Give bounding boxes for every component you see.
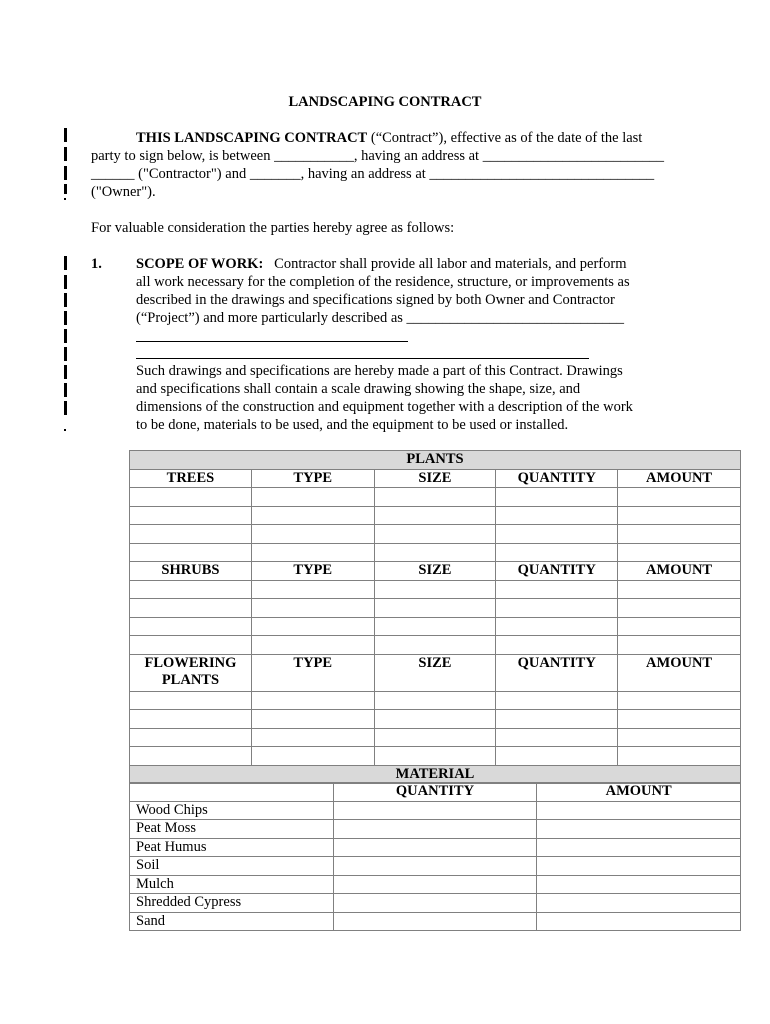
- table-row: [130, 617, 741, 636]
- amount-header: AMOUNT: [618, 469, 741, 488]
- intro-line-4: ("Owner").: [91, 184, 156, 200]
- document-title: LANDSCAPING CONTRACT: [288, 94, 482, 110]
- type-cell[interactable]: [251, 599, 374, 618]
- size-header: SIZE: [374, 654, 496, 691]
- change-bar: [64, 347, 67, 361]
- amount-header: AMOUNT: [618, 654, 741, 691]
- size-cell[interactable]: [374, 488, 496, 507]
- table-row: [130, 525, 741, 544]
- change-bar: [64, 256, 67, 270]
- size-cell[interactable]: [374, 728, 496, 747]
- quantity-header: QUANTITY: [496, 562, 618, 581]
- table-row: [130, 728, 741, 747]
- section-1-line-6: and specifications shall contain a scale drawing showing the shape, size, and: [136, 381, 581, 397]
- size-header: SIZE: [374, 469, 496, 488]
- quantity-cell[interactable]: [496, 525, 618, 544]
- flowering-cell[interactable]: [130, 691, 252, 710]
- change-bar: [64, 365, 67, 379]
- material-amount-cell[interactable]: [537, 857, 741, 876]
- table-row: [130, 710, 741, 729]
- amount-cell[interactable]: [618, 636, 741, 655]
- quantity-cell[interactable]: [496, 728, 618, 747]
- type-cell[interactable]: [251, 728, 374, 747]
- material-title: MATERIAL: [130, 765, 741, 784]
- intro-line-2: party to sign below, is between ___________, having an address at _________________________: [91, 148, 664, 164]
- flowering-cell[interactable]: [130, 710, 252, 729]
- flowering-header-row: [130, 654, 741, 691]
- table-row: [130, 488, 741, 507]
- type-cell[interactable]: [251, 543, 374, 562]
- material-quantity-cell[interactable]: [333, 912, 537, 931]
- size-cell[interactable]: [374, 636, 496, 655]
- size-cell[interactable]: [374, 710, 496, 729]
- consideration-text: For valuable consideration the parties hereby agree as follows:: [91, 220, 455, 236]
- quantity-cell[interactable]: [496, 710, 618, 729]
- section-1-line-5: Such drawings and specifications are hereby made a part of this Contract. Drawings: [136, 363, 623, 379]
- change-bar: [64, 147, 67, 161]
- section-1-line-7: dimensions of the construction and equipment together with a description of the work: [136, 399, 633, 415]
- change-bar: [64, 275, 67, 289]
- intro-line-1: [136, 129, 642, 147]
- material-amount-cell[interactable]: [537, 838, 741, 857]
- quantity-cell[interactable]: [496, 543, 618, 562]
- plants-title-row: [130, 451, 741, 470]
- material-amount-cell[interactable]: [537, 894, 741, 913]
- section-1-line-8: to be done, materials to be used, and the equipment to be used or installed.: [136, 417, 569, 433]
- quantity-header: QUANTITY: [496, 469, 618, 488]
- change-bar: [64, 429, 66, 431]
- material-amount-cell[interactable]: [537, 875, 741, 894]
- material-header-row: [130, 783, 741, 802]
- table-row: [130, 747, 741, 766]
- section-number: 1.: [91, 256, 102, 272]
- material-item: Mulch: [130, 875, 334, 894]
- quantity-cell[interactable]: [496, 617, 618, 636]
- type-cell[interactable]: [251, 710, 374, 729]
- material-table: [129, 782, 741, 931]
- type-cell[interactable]: [251, 747, 374, 766]
- type-cell[interactable]: [251, 506, 374, 525]
- amount-header: AMOUNT: [618, 562, 741, 581]
- trees-cell[interactable]: [130, 543, 252, 562]
- type-cell[interactable]: [251, 525, 374, 544]
- material-title-row: [130, 765, 741, 784]
- table-row: [130, 894, 741, 913]
- blank-line: [136, 358, 589, 359]
- table-row: [130, 580, 741, 599]
- material-quantity-cell[interactable]: [333, 875, 537, 894]
- flowering-plants-header: FLOWERING PLANTS: [130, 654, 252, 691]
- amount-cell[interactable]: [618, 617, 741, 636]
- material-item: Shredded Cypress: [130, 894, 334, 913]
- amount-cell[interactable]: [618, 543, 741, 562]
- amount-cell[interactable]: [618, 599, 741, 618]
- table-row: [130, 636, 741, 655]
- amount-cell[interactable]: [618, 728, 741, 747]
- table-row: [130, 599, 741, 618]
- size-cell[interactable]: [374, 580, 496, 599]
- flowering-cell[interactable]: [130, 747, 252, 766]
- material-amount-header: AMOUNT: [537, 783, 741, 802]
- section-1-line-2: all work necessary for the completion of the residence, structure, or improvements as: [136, 274, 630, 290]
- material-quantity-cell[interactable]: [333, 857, 537, 876]
- table-row: [130, 838, 741, 857]
- material-amount-cell[interactable]: [537, 801, 741, 820]
- table-row: [130, 543, 741, 562]
- shrubs-header: SHRUBS: [130, 562, 252, 581]
- material-quantity-cell[interactable]: [333, 801, 537, 820]
- trees-header: TREES: [130, 469, 252, 488]
- material-amount-cell[interactable]: [537, 912, 741, 931]
- amount-cell[interactable]: [618, 691, 741, 710]
- table-row: [130, 691, 741, 710]
- material-item: Wood Chips: [130, 801, 334, 820]
- table-row: [130, 857, 741, 876]
- trees-cell[interactable]: [130, 506, 252, 525]
- type-cell[interactable]: [251, 691, 374, 710]
- quantity-cell[interactable]: [496, 488, 618, 507]
- change-bar: [64, 198, 66, 200]
- material-name-header: [130, 783, 334, 802]
- flowering-cell[interactable]: [130, 728, 252, 747]
- shrubs-cell[interactable]: [130, 617, 252, 636]
- quantity-header: QUANTITY: [496, 654, 618, 691]
- size-header: SIZE: [374, 562, 496, 581]
- table-row: [130, 912, 741, 931]
- section-1-line-4: (“Project”) and more particularly described as ______________________________: [136, 310, 625, 326]
- table-row: [130, 506, 741, 525]
- blank-line: [136, 341, 408, 342]
- plants-table: [129, 450, 741, 784]
- amount-cell[interactable]: [618, 710, 741, 729]
- material-quantity-cell[interactable]: [333, 820, 537, 839]
- amount-cell[interactable]: [618, 506, 741, 525]
- trees-cell[interactable]: [130, 525, 252, 544]
- size-cell[interactable]: [374, 599, 496, 618]
- type-header: TYPE: [251, 562, 374, 581]
- change-bar: [64, 166, 67, 180]
- table-row: [130, 875, 741, 894]
- material-quantity-header: QUANTITY: [333, 783, 537, 802]
- amount-cell[interactable]: [618, 488, 741, 507]
- quantity-cell[interactable]: [496, 747, 618, 766]
- material-item: Peat Humus: [130, 838, 334, 857]
- quantity-cell[interactable]: [496, 691, 618, 710]
- change-bar: [64, 401, 67, 415]
- amount-cell[interactable]: [618, 580, 741, 599]
- change-bar: [64, 383, 67, 397]
- section-heading: SCOPE OF WORK:: [136, 256, 264, 272]
- intro-line-3: ______ ("Contractor") and _______, having an address at _______________________________: [91, 166, 655, 182]
- section-1-line-1: [136, 255, 626, 273]
- table-row: [130, 820, 741, 839]
- change-bar: [64, 184, 67, 194]
- change-bar: [64, 329, 67, 343]
- type-header: TYPE: [251, 469, 374, 488]
- trees-cell[interactable]: [130, 488, 252, 507]
- section-1-line-3: described in the drawings and specifications signed by both Owner and Contractor: [136, 292, 615, 308]
- change-bar: [64, 128, 67, 142]
- amount-cell[interactable]: [618, 525, 741, 544]
- change-bar: [64, 293, 67, 307]
- material-quantity-cell[interactable]: [333, 838, 537, 857]
- shrubs-cell[interactable]: [130, 599, 252, 618]
- material-item: Sand: [130, 912, 334, 931]
- type-cell[interactable]: [251, 580, 374, 599]
- size-cell[interactable]: [374, 543, 496, 562]
- quantity-cell[interactable]: [496, 599, 618, 618]
- size-cell[interactable]: [374, 525, 496, 544]
- size-cell[interactable]: [374, 747, 496, 766]
- type-cell[interactable]: [251, 488, 374, 507]
- type-cell[interactable]: [251, 636, 374, 655]
- section-1-line-1-text: Contractor shall provide all labor and materials, and perform: [274, 256, 627, 272]
- shrubs-cell[interactable]: [130, 636, 252, 655]
- size-cell[interactable]: [374, 506, 496, 525]
- size-cell[interactable]: [374, 691, 496, 710]
- material-item: Soil: [130, 857, 334, 876]
- quantity-cell[interactable]: [496, 636, 618, 655]
- quantity-cell[interactable]: [496, 506, 618, 525]
- shrubs-cell[interactable]: [130, 580, 252, 599]
- intro-line-1-text: (“Contract”), effective as of the date of the last: [367, 130, 643, 146]
- amount-cell[interactable]: [618, 747, 741, 766]
- change-bar: [64, 311, 67, 325]
- material-item: Peat Moss: [130, 820, 334, 839]
- type-header: TYPE: [251, 654, 374, 691]
- type-cell[interactable]: [251, 617, 374, 636]
- intro-bold-title: THIS LANDSCAPING CONTRACT: [136, 130, 368, 146]
- material-quantity-cell[interactable]: [333, 894, 537, 913]
- quantity-cell[interactable]: [496, 580, 618, 599]
- trees-header-row: [130, 469, 741, 488]
- shrubs-header-row: [130, 562, 741, 581]
- material-amount-cell[interactable]: [537, 820, 741, 839]
- table-row: [130, 801, 741, 820]
- size-cell[interactable]: [374, 617, 496, 636]
- plants-title: PLANTS: [130, 451, 741, 470]
